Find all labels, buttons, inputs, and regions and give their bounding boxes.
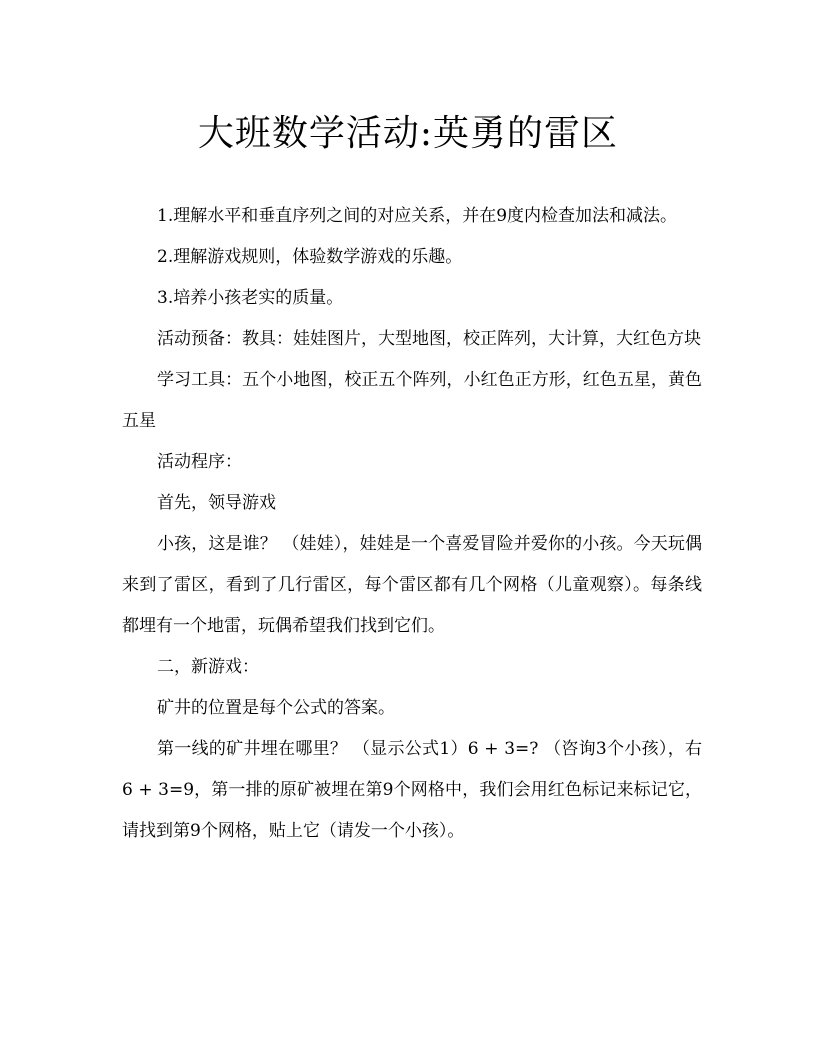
- step-1-heading: 首先，领导游戏: [157, 493, 276, 513]
- step-2-rule-paragraph: 矿井的位置是每个公式的答案。: [157, 698, 395, 718]
- step-2-example-paragraph: 第一线的矿井埋在哪里？ （显示公式1）6 + 3=? （咨询3个小孩），右6 + 3=9，第一排的原矿被埋在第9个网格中，我们会用红色标记来标记它，请找到第9个网格，贴上它（请发一个小孩）。: [122, 739, 702, 841]
- document-title: 大班数学活动:英勇的雷区: [197, 113, 619, 154]
- procedure-heading: 活动程序：: [157, 452, 242, 472]
- step-1-paragraph: 小孩，这是谁？ （娃娃），娃娃是一个喜爱冒险并爱你的小孩。今天玩偶来到了雷区，看到了几行雷区，每个雷区都有几个网格（儿童观察）。每条线都埋有一个地雷，玩偶希望我们找到它们。: [122, 534, 702, 636]
- preparation-teaching-aids-paragraph: 活动预备：教具：娃娃图片，大型地图，校正阵列，大计算，大红色方块: [157, 329, 701, 349]
- document-body: [122, 196, 702, 852]
- step-2-heading: 二，新游戏：: [157, 657, 259, 677]
- objective-2-paragraph: 2.理解游戏规则，体验数学游戏的乐趣。: [157, 247, 463, 267]
- preparation-learning-tools-paragraph: 学习工具：五个小地图，校正五个阵列，小红色正方形，红色五星，黄色五星: [122, 370, 702, 431]
- objective-1-paragraph: 1.理解水平和垂直序列之间的对应关系，并在9度内检查加法和减法。: [157, 206, 678, 226]
- objective-3-paragraph: 3.培养小孩老实的质量。: [157, 288, 344, 308]
